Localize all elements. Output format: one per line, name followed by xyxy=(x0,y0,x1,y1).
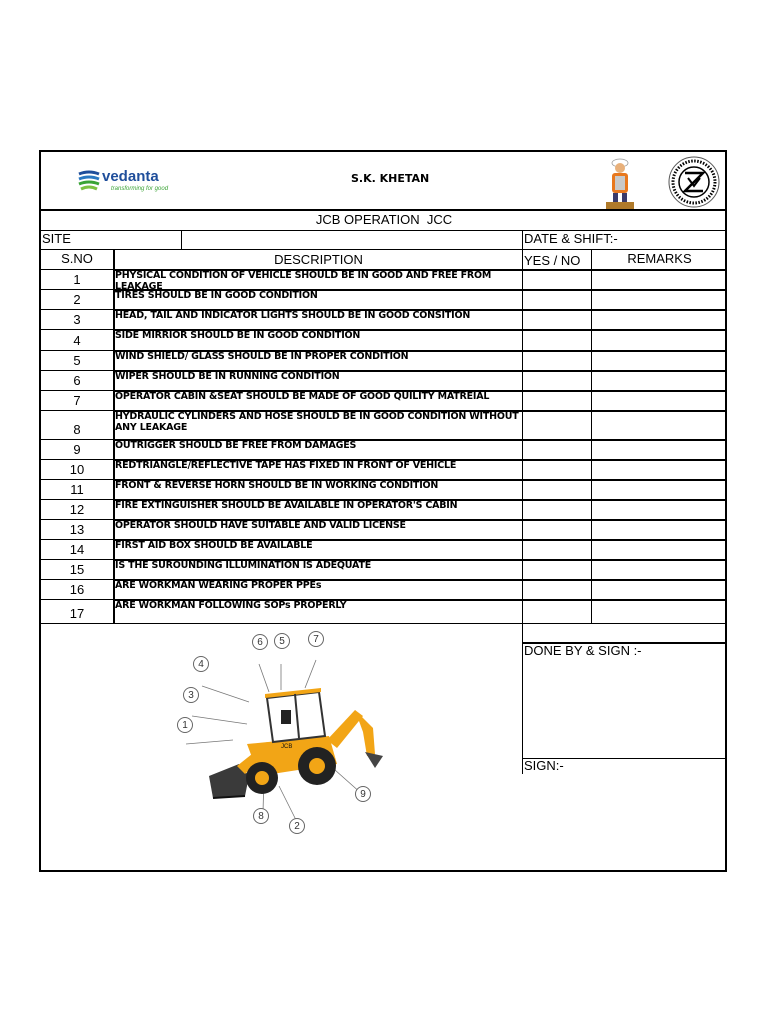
row-number: 10 xyxy=(69,462,85,477)
company-seal-icon xyxy=(668,156,720,208)
row-number: 14 xyxy=(69,542,85,557)
description-header: DESCRIPTION xyxy=(274,252,363,267)
row-remarks-cell[interactable] xyxy=(592,330,727,349)
row-yes-no-cell[interactable] xyxy=(523,270,591,288)
row-yes-no-cell[interactable] xyxy=(523,540,591,558)
row-description: HYDRAULIC CYLINDERS AND HOSE SHOULD BE IN GOOD CONDITION WITHOUT ANY LEAKAGE xyxy=(115,411,519,433)
row-description: WIPER SHOULD BE IN RUNNING CONDITION xyxy=(115,371,340,382)
row-number: 17 xyxy=(69,606,85,621)
row-remarks-cell[interactable] xyxy=(592,560,727,578)
row-yes-no-cell[interactable] xyxy=(523,440,591,458)
row-yes-no-cell[interactable] xyxy=(523,351,591,369)
done-by-label: DONE BY & SIGN :- xyxy=(524,643,642,658)
safety-mascot-icon xyxy=(603,156,637,210)
row-number: 4 xyxy=(73,333,81,348)
row-yes-no-cell[interactable] xyxy=(523,580,591,598)
row-number: 8 xyxy=(73,422,81,437)
row-number: 16 xyxy=(69,582,85,597)
done-by-sign-field[interactable] xyxy=(524,662,724,756)
row-number: 15 xyxy=(69,562,85,577)
row-description: FRONT & REVERSE HORN SHOULD BE IN WORKING CONDITION xyxy=(115,480,439,491)
callout-number: 4 xyxy=(193,656,209,672)
row-description: OPERATOR CABIN &SEAT SHOULD BE MADE OF GOOD QUILITY MATREIAL xyxy=(115,391,490,402)
row-number: 5 xyxy=(73,353,81,368)
row-description: OUTRIGGER SHOULD BE FREE FROM DAMAGES xyxy=(115,440,357,451)
vedanta-logo xyxy=(77,166,197,196)
row-number: 6 xyxy=(73,373,81,388)
row-description: FIRST AID BOX SHOULD BE AVAILABLE xyxy=(115,540,313,551)
remarks-header: REMARKS xyxy=(627,251,692,266)
row-yes-no-cell[interactable] xyxy=(523,371,591,389)
row-yes-no-cell[interactable] xyxy=(523,480,591,498)
callout-number: 9 xyxy=(355,786,371,802)
row-yes-no-cell[interactable] xyxy=(523,560,591,578)
row-number: 9 xyxy=(73,442,81,457)
row-remarks-cell[interactable] xyxy=(592,351,727,369)
row-number: 1 xyxy=(73,272,81,287)
callout-number: 3 xyxy=(183,687,199,703)
row-remarks-cell[interactable] xyxy=(592,520,727,538)
row-description: SIDE MIRRIOR SHOULD BE IN GOOD CONDITION xyxy=(115,330,361,341)
date-shift-label: DATE & SHIFT:- xyxy=(524,231,618,246)
row-remarks-cell[interactable] xyxy=(592,290,727,308)
row-remarks-cell[interactable] xyxy=(592,411,727,438)
row-remarks-cell[interactable] xyxy=(592,391,727,409)
row-remarks-cell[interactable] xyxy=(592,270,727,288)
row-yes-no-cell[interactable] xyxy=(523,600,591,622)
row-yes-no-cell[interactable] xyxy=(523,411,591,438)
callout-number: 5 xyxy=(274,633,290,649)
row-description: TIRES SHOULD BE IN GOOD CONDITION xyxy=(115,290,318,301)
callout-number: 2 xyxy=(289,818,305,834)
site-label: SITE xyxy=(42,231,71,246)
row-description: REDTRIANGLE/REFLECTIVE TAPE HAS FIXED IN FRONT OF VEHICLE xyxy=(115,460,457,471)
row-remarks-cell[interactable] xyxy=(592,310,727,328)
site-field[interactable] xyxy=(182,231,522,249)
row-number: 13 xyxy=(69,522,85,537)
callout-number: 8 xyxy=(253,808,269,824)
date-shift-field[interactable] xyxy=(621,231,725,249)
row-remarks-cell[interactable] xyxy=(592,440,727,458)
callout-number: 6 xyxy=(252,634,268,650)
row-description: IS THE SUROUNDING ILLUMINATION IS ADEQUATE xyxy=(115,560,372,571)
row-description: ARE WORKMAN WEARING PROPER PPEs xyxy=(115,580,322,591)
vedanta-logo-tagline: transforming for good xyxy=(111,186,169,192)
row-yes-no-cell[interactable] xyxy=(523,460,591,478)
row-yes-no-cell[interactable] xyxy=(523,310,591,328)
row-number: 7 xyxy=(73,393,81,408)
row-description: PHYSICAL CONDITION OF VEHICLE SHOULD BE IN GOOD AND FREE FROM LEAKAGE xyxy=(115,270,492,292)
row-remarks-cell[interactable] xyxy=(592,371,727,389)
row-description: HEAD, TAIL AND INDICATOR LIGHTS SHOULD BE IN GOOD CONSITION xyxy=(115,310,471,321)
vedanta-logo-icon xyxy=(77,170,101,192)
row-number: 11 xyxy=(70,482,84,497)
callout-number: 7 xyxy=(308,631,324,647)
row-description: WIND SHIELD/ GLASS SHOULD BE IN PROPER CONDITION xyxy=(115,351,409,362)
row-number: 12 xyxy=(69,502,85,517)
row-description: FIRE EXTINGUISHER SHOULD BE AVAILABLE IN OPERATOR'S CABIN xyxy=(115,500,458,511)
row-remarks-cell[interactable] xyxy=(592,600,727,622)
vedanta-logo-name: vedanta xyxy=(102,168,159,185)
sign-label: SIGN:- xyxy=(524,758,564,773)
row-yes-no-cell[interactable] xyxy=(523,520,591,538)
row-remarks-cell[interactable] xyxy=(592,460,727,478)
row-yes-no-cell[interactable] xyxy=(523,391,591,409)
row-yes-no-cell[interactable] xyxy=(523,330,591,349)
row-remarks-cell[interactable] xyxy=(592,500,727,518)
row-remarks-cell[interactable] xyxy=(592,540,727,558)
callout-number: 1 xyxy=(177,717,193,733)
row-yes-no-cell[interactable] xyxy=(523,290,591,308)
row-yes-no-cell[interactable] xyxy=(523,500,591,518)
row-remarks-cell[interactable] xyxy=(592,480,727,498)
svg-text:JCB: JCB xyxy=(281,744,293,750)
row-remarks-cell[interactable] xyxy=(592,580,727,598)
row-description: OPERATOR SHOULD HAVE SUITABLE AND VALID LICENSE xyxy=(115,520,406,531)
yes-no-header: YES / NO xyxy=(524,253,581,268)
checklist-form xyxy=(39,150,727,872)
row-number: 3 xyxy=(73,312,81,327)
row-number: 2 xyxy=(73,292,81,307)
sno-header: S.NO xyxy=(61,251,93,266)
sign-field[interactable] xyxy=(524,778,724,868)
row-description: ARE WORKMAN FOLLOWING SOPs PROPERLY xyxy=(115,600,347,611)
form-title: JCB OPERATION JCC xyxy=(315,212,453,227)
company-name: S.K. KHETAN xyxy=(351,172,430,185)
